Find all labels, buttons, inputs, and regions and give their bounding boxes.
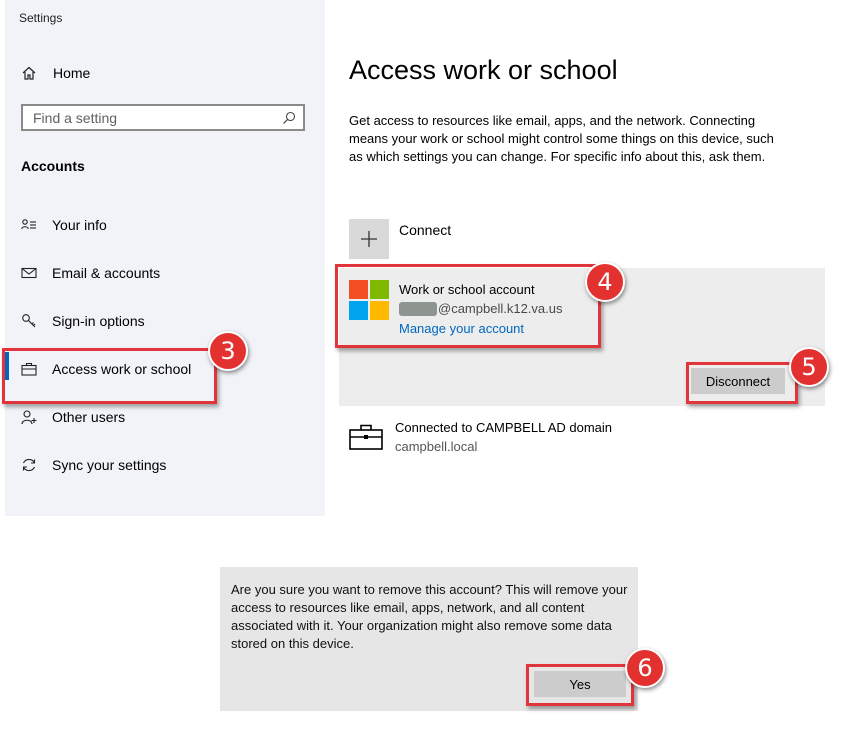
home-icon [21,65,37,81]
annotation-highlight-4 [335,264,601,348]
account-name: Work or school account [399,282,535,297]
home-nav-item[interactable] [21,62,90,84]
search-icon[interactable] [282,111,296,125]
app-title: Settings [19,11,63,25]
page-title: Access work or school [349,55,618,85]
annotation-highlight-3 [2,348,217,404]
connect-button[interactable] [349,219,451,259]
connect-tile[interactable] [349,219,389,259]
section-heading-accounts: Accounts [21,158,85,174]
settings-sidebar [5,0,325,516]
sidebar-item-label: Sign-in options [52,313,145,329]
sidebar-item-label: Other users [52,409,126,425]
sync-icon [21,457,37,473]
home-label: Home [53,65,91,81]
sidebar-item-sync-your-settings[interactable] [21,454,166,476]
domain-subtitle: campbell.local [395,439,478,454]
add-person-icon [21,409,37,425]
domain-briefcase-icon [349,424,383,450]
sidebar-item-label: Sync your settings [52,457,167,473]
annotation-badge-3: 3 [208,331,248,371]
connect-label: Connect [399,222,452,238]
dialog-message: Are you sure you want to remove this account? This will remove your access to resources like email, apps, network, and all content associated with it. Your organization might also remove some data stored on this device. [231,582,628,651]
account-email-domain: @campbell.k12.va.us [438,301,563,316]
annotation-badge-4: 4 [585,262,625,302]
page-description: Get access to resources like email, apps, and the network. Connecting means your work or school might control some things on this device, such as which settings you can change. For specific info about this, ask them. [349,113,774,164]
person-card-icon [21,217,37,233]
sidebar-item-email-accounts[interactable] [21,262,160,284]
sidebar-item-sign-in-options[interactable] [21,310,145,332]
sidebar-item-your-info[interactable] [21,214,107,236]
annotation-badge-5: 5 [789,347,829,387]
annotation-highlight-6 [526,664,634,706]
domain-title: Connected to CAMPBELL AD domain [395,420,613,435]
envelope-icon [21,265,37,281]
manage-account-link[interactable]: Manage your account [399,321,525,336]
yes-button[interactable]: Yes [534,671,626,697]
sidebar-item-other-users[interactable] [21,406,125,428]
disconnect-button[interactable]: Disconnect [691,368,785,394]
key-icon [21,313,37,329]
sidebar-item-label: Your info [52,217,107,233]
search-box[interactable] [21,104,305,131]
annotation-badge-6: 6 [625,648,665,688]
sidebar-item-label: Access work or school [52,361,192,377]
sidebar-item-label: Email & accounts [52,265,161,281]
plus-icon [360,230,378,248]
search-input[interactable] [23,106,273,129]
annotation-highlight-5 [686,362,798,404]
